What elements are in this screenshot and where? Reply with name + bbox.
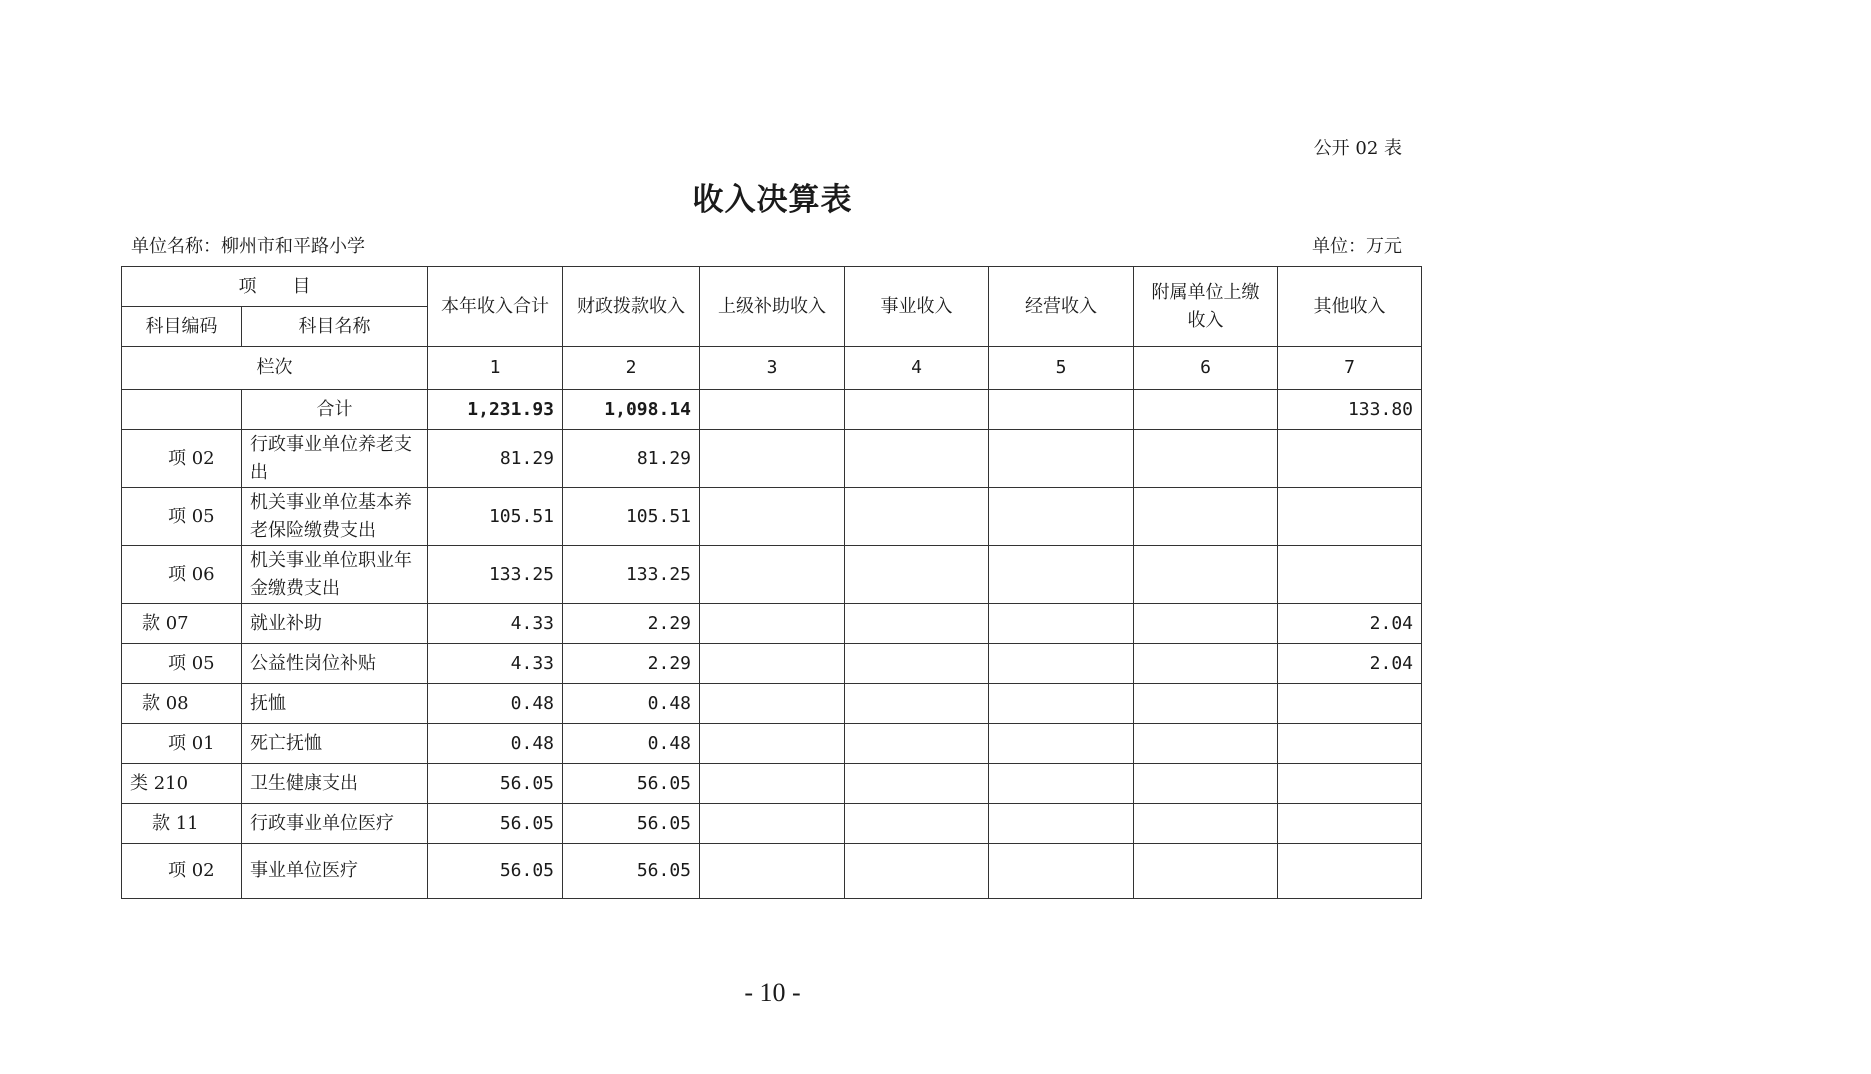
table-row bbox=[122, 488, 1422, 546]
cell-superior bbox=[700, 546, 845, 604]
cell-other bbox=[1278, 844, 1422, 899]
column-number: 5 bbox=[989, 347, 1134, 390]
total-operating bbox=[989, 390, 1134, 430]
table-row bbox=[122, 604, 1422, 644]
cell-operating bbox=[989, 764, 1134, 804]
cell-business bbox=[845, 804, 989, 844]
cell-other: 2.04 bbox=[1278, 604, 1422, 644]
cell-other bbox=[1278, 764, 1422, 804]
subject-name: 机关事业单位职业年金缴费支出 bbox=[242, 546, 428, 604]
cell-business bbox=[845, 724, 989, 764]
column-number-label: 栏次 bbox=[122, 347, 428, 390]
subject-code: 项 05 bbox=[122, 644, 242, 684]
cell-fiscal: 2.29 bbox=[563, 644, 700, 684]
column-number: 2 bbox=[563, 347, 700, 390]
cell-affiliated bbox=[1134, 604, 1278, 644]
cell-superior bbox=[700, 684, 845, 724]
cell-operating bbox=[989, 644, 1134, 684]
cell-total: 133.25 bbox=[428, 546, 563, 604]
subject-name: 就业补助 bbox=[242, 604, 428, 644]
cell-superior bbox=[700, 488, 845, 546]
cell-superior bbox=[700, 644, 845, 684]
subject-name: 公益性岗位补贴 bbox=[242, 644, 428, 684]
column-number: 4 bbox=[845, 347, 989, 390]
cell-operating bbox=[989, 546, 1134, 604]
total-superior bbox=[700, 390, 845, 430]
cell-affiliated bbox=[1134, 430, 1278, 488]
subject-code: 类 210 bbox=[122, 764, 242, 804]
header-superior: 上级补助收入 bbox=[700, 267, 845, 347]
header-business: 事业收入 bbox=[845, 267, 989, 347]
subject-name: 机关事业单位基本养老保险缴费支出 bbox=[242, 488, 428, 546]
table-row bbox=[122, 764, 1422, 804]
cell-total: 105.51 bbox=[428, 488, 563, 546]
subject-code: 款 07 bbox=[122, 604, 242, 644]
total-other: 133.80 bbox=[1278, 390, 1422, 430]
subject-name: 行政事业单位养老支出 bbox=[242, 430, 428, 488]
column-number: 3 bbox=[700, 347, 845, 390]
cell-operating bbox=[989, 684, 1134, 724]
header-total: 本年收入合计 bbox=[428, 267, 563, 347]
cell-business bbox=[845, 488, 989, 546]
cell-superior bbox=[700, 804, 845, 844]
table-row bbox=[122, 430, 1422, 488]
cell-total: 81.29 bbox=[428, 430, 563, 488]
cell-business bbox=[845, 764, 989, 804]
cell-operating bbox=[989, 604, 1134, 644]
column-number-row bbox=[122, 347, 1422, 390]
cell-business bbox=[845, 644, 989, 684]
cell-operating bbox=[989, 804, 1134, 844]
table-row bbox=[122, 644, 1422, 684]
cell-other bbox=[1278, 804, 1422, 844]
cell-total: 56.05 bbox=[428, 804, 563, 844]
cell-fiscal: 56.05 bbox=[563, 764, 700, 804]
cell-fiscal: 2.29 bbox=[563, 604, 700, 644]
cell-other bbox=[1278, 684, 1422, 724]
total-business bbox=[845, 390, 989, 430]
cell-total: 0.48 bbox=[428, 724, 563, 764]
cell-business bbox=[845, 546, 989, 604]
column-number: 6 bbox=[1134, 347, 1278, 390]
header-operating: 经营收入 bbox=[989, 267, 1134, 347]
header-affiliated: 附属单位上缴收入 bbox=[1134, 267, 1278, 347]
cell-affiliated bbox=[1134, 764, 1278, 804]
table-row bbox=[122, 844, 1422, 899]
cell-total: 4.33 bbox=[428, 604, 563, 644]
cell-affiliated bbox=[1134, 488, 1278, 546]
table-row bbox=[122, 546, 1422, 604]
header-row-1 bbox=[122, 267, 1422, 307]
income-table bbox=[121, 266, 1422, 899]
subject-name: 抚恤 bbox=[242, 684, 428, 724]
page-number: - 10 - bbox=[744, 978, 801, 1007]
cell-operating bbox=[989, 430, 1134, 488]
subject-code: 项 02 bbox=[122, 430, 242, 488]
total-label: 合计 bbox=[242, 390, 428, 430]
cell-other bbox=[1278, 546, 1422, 604]
header-name: 科目名称 bbox=[242, 307, 428, 347]
header-item: 项 目 bbox=[122, 267, 428, 307]
cell-fiscal: 56.05 bbox=[563, 844, 700, 899]
cell-business bbox=[845, 604, 989, 644]
subject-code: 项 01 bbox=[122, 724, 242, 764]
cell-superior bbox=[700, 604, 845, 644]
cell-fiscal: 0.48 bbox=[563, 684, 700, 724]
cell-fiscal: 105.51 bbox=[563, 488, 700, 546]
subject-name: 行政事业单位医疗 bbox=[242, 804, 428, 844]
header-code: 科目编码 bbox=[122, 307, 242, 347]
cell-total: 56.05 bbox=[428, 764, 563, 804]
cell-total: 0.48 bbox=[428, 684, 563, 724]
header-other: 其他收入 bbox=[1278, 267, 1422, 347]
cell-other: 2.04 bbox=[1278, 644, 1422, 684]
cell-superior bbox=[700, 724, 845, 764]
total-fiscal: 1,098.14 bbox=[563, 390, 700, 430]
total-amount: 1,231.93 bbox=[428, 390, 563, 430]
cell-operating bbox=[989, 724, 1134, 764]
cell-other bbox=[1278, 488, 1422, 546]
subject-name: 卫生健康支出 bbox=[242, 764, 428, 804]
column-number: 1 bbox=[428, 347, 563, 390]
unit-name: 单位名称：柳州市和平路小学 bbox=[131, 236, 365, 257]
cell-fiscal: 0.48 bbox=[563, 724, 700, 764]
cell-other bbox=[1278, 430, 1422, 488]
cell-business bbox=[845, 844, 989, 899]
cell-affiliated bbox=[1134, 684, 1278, 724]
cell-affiliated bbox=[1134, 804, 1278, 844]
subject-code: 项 02 bbox=[122, 844, 242, 899]
cell-fiscal: 56.05 bbox=[563, 804, 700, 844]
cell-operating bbox=[989, 844, 1134, 899]
cell-superior bbox=[700, 430, 845, 488]
cell-total: 56.05 bbox=[428, 844, 563, 899]
total-code-cell bbox=[122, 390, 242, 430]
cell-business bbox=[845, 430, 989, 488]
subject-code: 款 11 bbox=[122, 804, 242, 844]
cell-operating bbox=[989, 488, 1134, 546]
cell-business bbox=[845, 684, 989, 724]
cell-fiscal: 81.29 bbox=[563, 430, 700, 488]
table-row bbox=[122, 724, 1422, 764]
currency-unit: 单位：万元 bbox=[1312, 236, 1402, 257]
cell-total: 4.33 bbox=[428, 644, 563, 684]
table-number: 公开 02 表 bbox=[1313, 138, 1402, 159]
subject-code: 项 05 bbox=[122, 488, 242, 546]
subject-code: 项 06 bbox=[122, 546, 242, 604]
cell-affiliated bbox=[1134, 546, 1278, 604]
total-affiliated bbox=[1134, 390, 1278, 430]
cell-fiscal: 133.25 bbox=[563, 546, 700, 604]
subject-code: 款 08 bbox=[122, 684, 242, 724]
cell-affiliated bbox=[1134, 724, 1278, 764]
column-number: 7 bbox=[1278, 347, 1422, 390]
page-title: 收入决算表 bbox=[692, 182, 853, 218]
subject-name: 事业单位医疗 bbox=[242, 844, 428, 899]
cell-affiliated bbox=[1134, 844, 1278, 899]
cell-superior bbox=[700, 764, 845, 804]
cell-affiliated bbox=[1134, 644, 1278, 684]
cell-other bbox=[1278, 724, 1422, 764]
header-fiscal: 财政拨款收入 bbox=[563, 267, 700, 347]
total-row bbox=[122, 390, 1422, 430]
subject-name: 死亡抚恤 bbox=[242, 724, 428, 764]
table-row bbox=[122, 684, 1422, 724]
table-row bbox=[122, 804, 1422, 844]
cell-superior bbox=[700, 844, 845, 899]
